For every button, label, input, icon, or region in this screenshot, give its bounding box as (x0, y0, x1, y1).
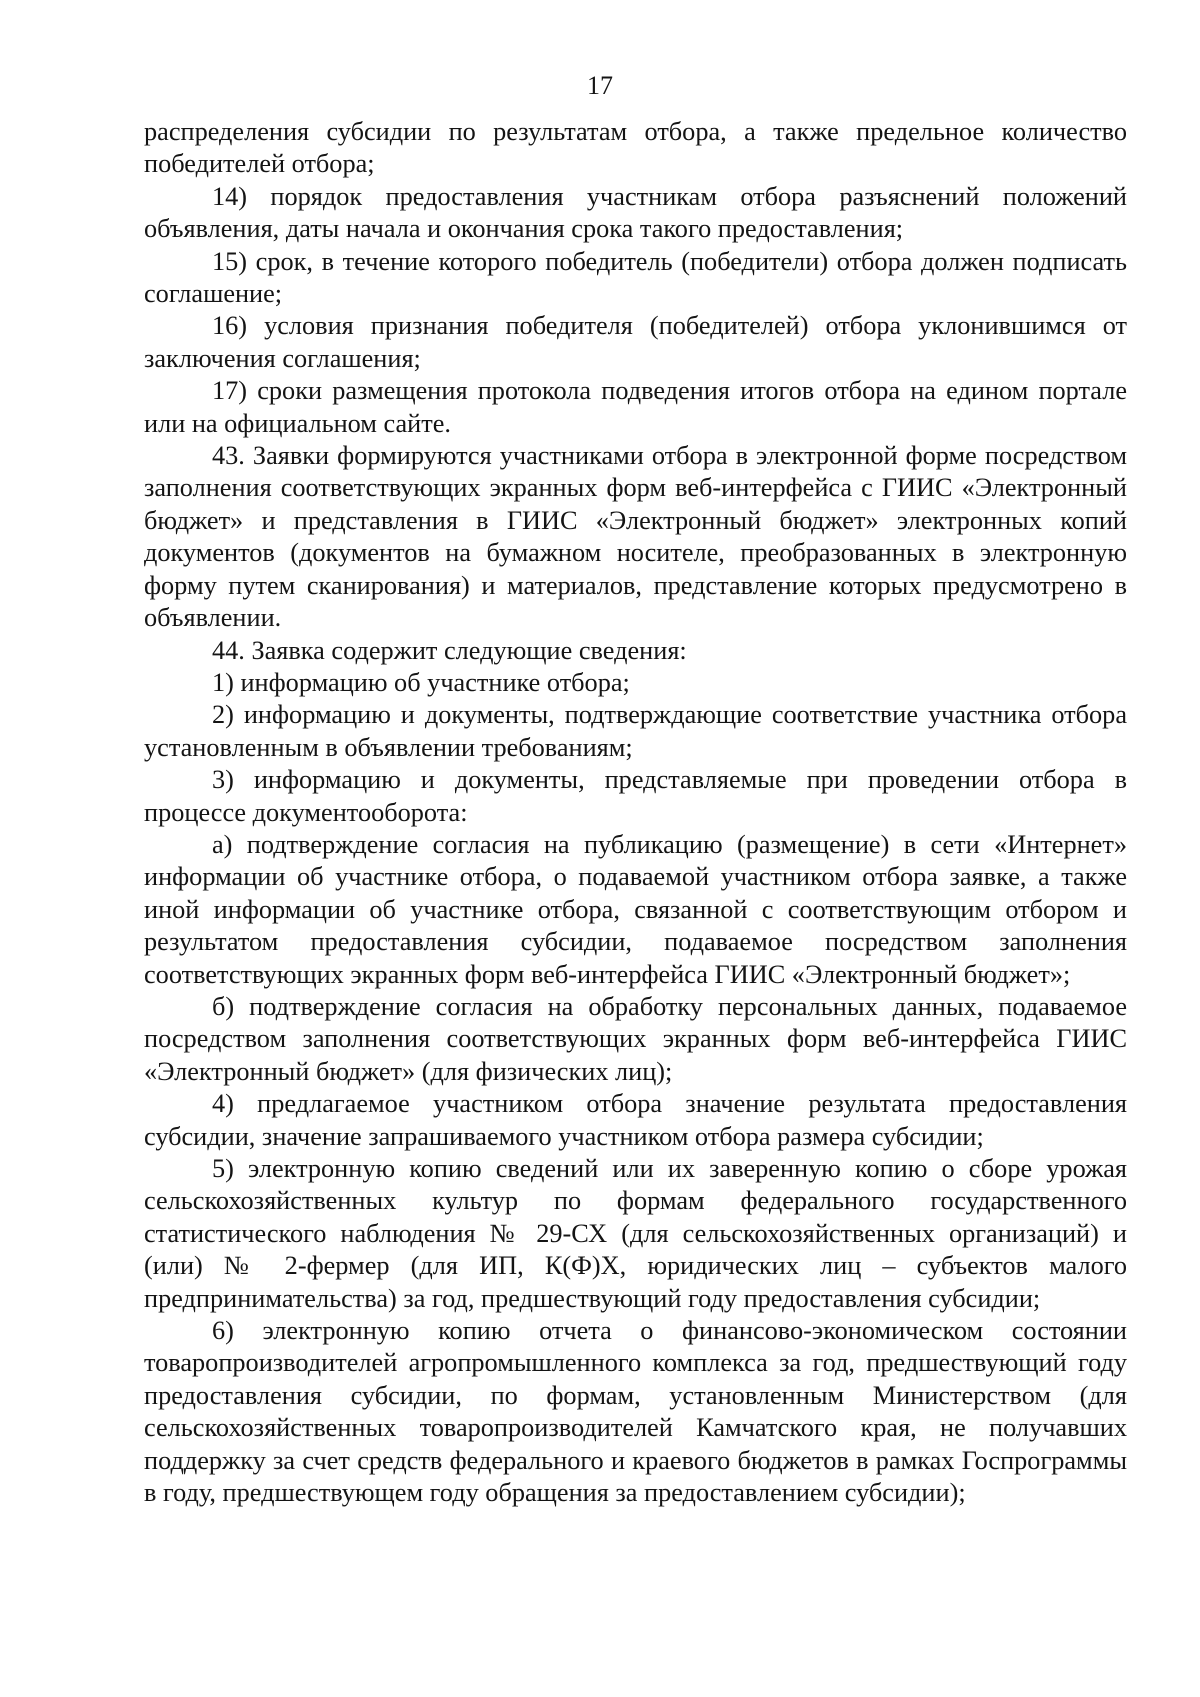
paragraph-item-1: 1) информацию об участнике отбора; (212, 667, 630, 697)
paragraph-item-4: 4) предлагаемое участником отбора значение результата предоставления субсидии, значение запрашиваемого участником отбора размера субсидии; (144, 1089, 1127, 1151)
paragraph-item-15: 15) срок, в течение которого победитель (победители) отбора должен подписать соглашение; (144, 246, 1127, 309)
paragraph-clause-43: 43. Заявки формируются участниками отбора в электронной форме посредством заполнения соответствующих экранных форм веб-интерфейса с ГИИС «Электронный бюджет» и представления в ГИИС «Электронный бюджет» электронных копий документов (документов на бумажном носителе, преобразованных в электронную форму путем сканирования) и материалов, представление которых предусмотрено в объявлении. (144, 441, 1127, 633)
paragraph-subitem-b: б) подтверждение согласия на обработку персональных данных, подаваемое посредством заполнения соответствующих экранных форм веб-интерфейса ГИИС «Электронный бюджет» (для физических лиц); (144, 991, 1127, 1086)
paragraph-clause-44: 44. Заявка содержит следующие сведения: (212, 635, 687, 665)
paragraph-item-3: 3) информацию и документы, представляемые при проведении отбора в процессе документооборота: (144, 765, 1127, 827)
paragraph-subitem-a: а) подтверждение согласия на публикацию (размещение) в сети «Интернет» информации об участнике отбора, о подаваемой участником отбора заявке, а также иной информации об участнике отбора, связанной с соответствующим отбором и результатом предоставления субсидии, подаваемое посредством заполнения соответствующих экранных форм веб-интерфейса ГИИС «Электронный бюджет»; (144, 829, 1127, 989)
document-body (144, 116, 1127, 1509)
paragraph-item-5: 5) электронную копию сведений или их заверенную копию о сборе урожая сельскохозяйственных культур по формам федерального государственного статистического наблюдения № 29-СХ (для сельскохозяйственных организаций) и (или) № 2-фермер (для ИП, К(Ф)Х, юридических лиц – субъектов малого предпринимательства) за год, предшествующий году предоставления субсидии; (144, 1154, 1127, 1313)
page-number: 17 (587, 71, 613, 100)
paragraph-item-14: 14) порядок предоставления участникам отбора разъяснений положений объявления, даты начала и окончания срока такого предоставления; (144, 181, 1127, 244)
paragraph-item-6: 6) электронную копию отчета о финансово-экономическом состоянии товаропроизводителей агропромышленного комплекса за год, предшествующий году предоставления субсидии, по формам, установленным Министерством (для сельскохозяйственных товаропроизводителей Камчатского края, не получавших поддержку за счет средств федерального и краевого бюджетов в рамках Госпрограммы в году, предшествующем году обращения за предоставлением субсидии); (144, 1316, 1127, 1508)
paragraph-continuation: распределения субсидии по результатам отбора, а также предельное количество победителей отбора; (144, 117, 1127, 179)
paragraph-item-2: 2) информацию и документы, подтверждающие соответствие участника отбора установленным в объявлении требованиям; (144, 700, 1127, 762)
paragraph-item-16: 16) условия признания победителя (победителей) отбора уклонившимся от заключения соглашения; (144, 311, 1127, 373)
paragraph-item-17: 17) сроки размещения протокола подведения итогов отбора на едином портале или на официальном сайте. (144, 376, 1127, 438)
